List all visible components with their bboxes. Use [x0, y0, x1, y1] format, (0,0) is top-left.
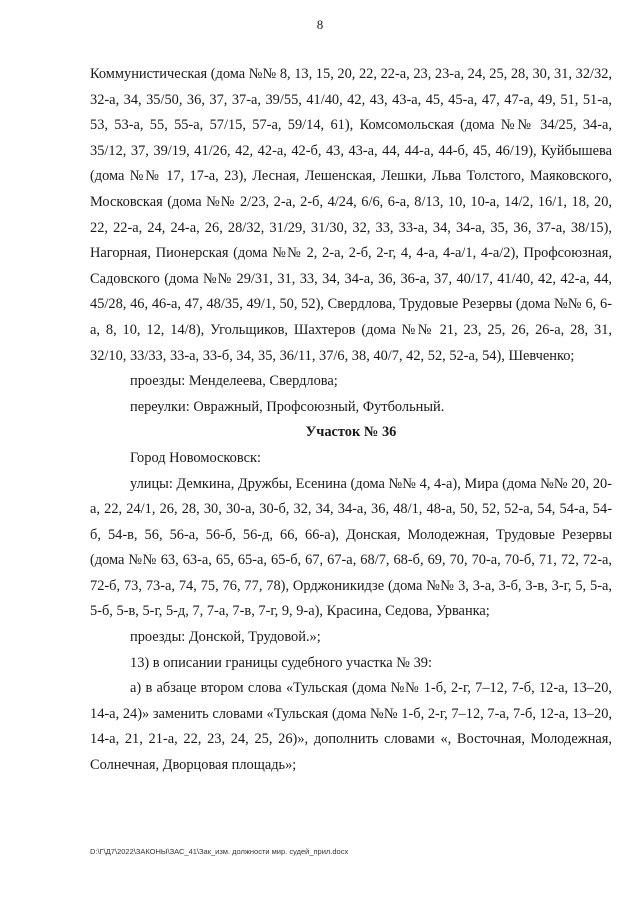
section-streets-paragraph: улицы: Демкина, Дружбы, Есенина (дома №№ 4, 4-а), Мира (дома №№ 20, 20-а, 22, 24/1, 26, 28, 30, 30-а, 30-б, 32, 34, 34-а, 36, 48/1, 48-а, 50, 52, 52-а, 54, 54-а, 54-б, 54-в, 56, 56-а, 56-б, 56-д, 66, 66-а), Донская, Молодежная, Трудовые Резервы (дома №№ 63, 63-а, 65, 65-а, 65-б, 67, 67-а, 68/7, 68-б, 69, 70, 70-а, 70-б, 71, 72, 72-а, 72-б, 73, 73-а, 74, 75, 76, 77, 78), Орджоникидзе (дома №№ 3, 3-а, 3-б, 3-в, 3-г, 5, 5-а, 5-б, 5-в, 5-г, 5-д, 7, 7-а, 7-в, 7-г, 9, 9-а), Красина, Седова, Урванка;: [90, 475, 612, 620]
streets-paragraph: Коммунистическая (дома №№ 8, 13, 15, 20, 22, 22-а, 23, 23-а, 24, 25, 28, 30, 31, 32/32, 32-а, 34, 35/50, 36, 37, 37-а, 39/55, 41/40, 42, 43, 43-а, 45, 45-а, 47, 47-а, 49, 51, 51-а, 53, 53-а, 55, 55-а, 57/15, 57-а, 59/14, 61), Комсомольская (дома №№ 34/25, 34-а, 35/12, 37, 39/19, 41/26, 42, 42-а, 42-б, 43, 43-а, 44, 44-а, 44-б, 45, 46/19), Куйбышева (дома №№ 17, 17-а, 23), Лесная, Лешенская, Лешки, Льва Толстого, Маяковского, Московская (дома №№ 2/23, 2-а, 2-б, 4/24, 6/6, 6-а, 8/13, 10, 10-а, 14/2, 16/1, 18, 20, 22, 22-а, 24, 24-а, 26, 28/32, 31/29, 31/30, 32, 33, 33-а, 34, 34-а, 35, 36, 37-а, 38/15), Нагорная, Пионерская (дома №№ 2, 2-а, 2-б, 2-г, 4, 4-а, 4-а/1, 4-а/2), Профсоюзная, Садовского (дома №№ 29/31, 31, 33, 34, 34-а, 36, 36-а, 37, 40/17, 41/40, 42, 42-а, 44, 45/28, 46, 46-а, 47, 48/35, 49/1, 50, 52), Свердлова, Трудовые Резервы (дома №№ 6, 6-а, 8, 10, 12, 14/8), Угольщиков, Шахтеров (дома №№ 21, 23, 25, 26, 26-а, 28, 31, 32/10, 33/33, 33-а, 33-б, 34, 35, 36/11, 37/6, 38, 40/7, 42, 52, 52-а, 54), Шевченко;: [90, 66, 612, 364]
footer-file-path: D:\Г\Д7\2022\ЗАКОНЫ\ЗАС_41\Зак_изм. должности мир. судей_прил.docx: [90, 847, 349, 856]
document-body: [90, 62, 612, 779]
item-13-paragraph: 13) в описании границы судебного участка № 39:: [130, 654, 432, 671]
lanes-paragraph: переулки: Овражный, Профсоюзный, Футбольный.: [130, 398, 445, 415]
section-passages-paragraph: проезды: Донской, Трудовой.»;: [130, 629, 321, 646]
section-heading: Участок № 36: [305, 424, 397, 441]
passages-paragraph: проезды: Менделеева, Свердлова;: [130, 373, 338, 390]
page-number: 8: [316, 17, 324, 32]
item-a-paragraph: а) в абзаце втором слова «Тульская (дома №№ 1-б, 2-г, 7–12, 7-б, 12-а, 13–20, 14-а, 24)» заменить словами «Тульская (дома №№ 1-б, 2-г, 7–12, 7-а, 7-б, 12-а, 13–20, 14-а, 21, 21-а, 22, 23, 24, 25, 26)», дополнить словами «, Восточная, Молодежная, Солнечная, Дворцовая площадь»;: [90, 680, 612, 774]
city-paragraph: Город Новомосковск:: [130, 449, 261, 466]
